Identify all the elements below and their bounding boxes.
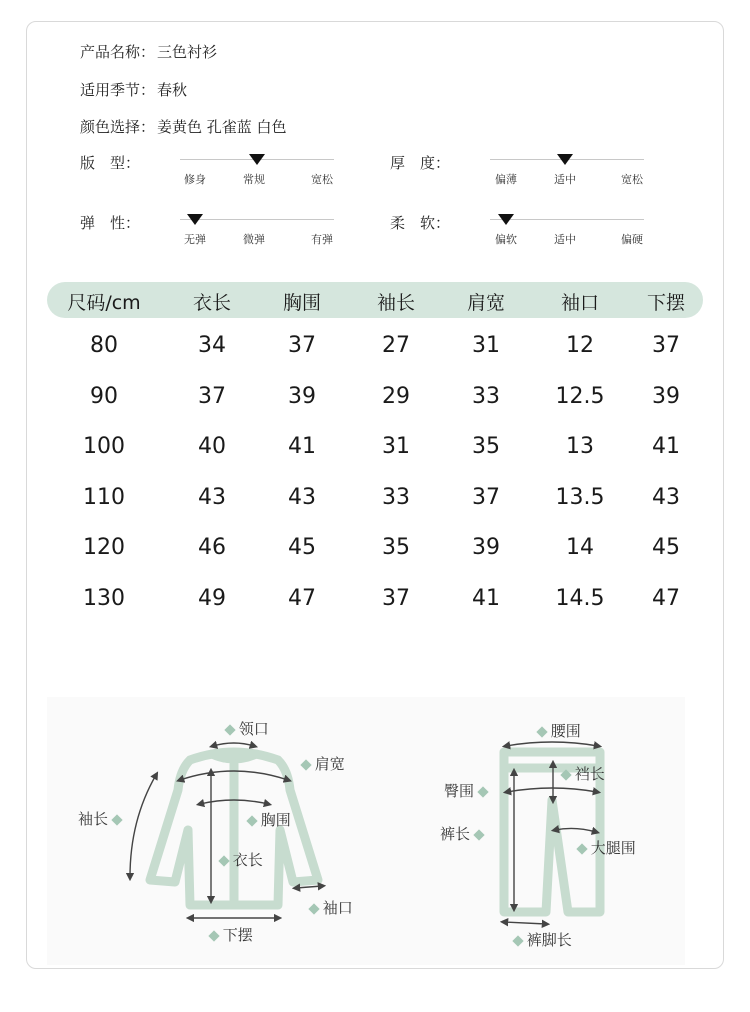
diamond-icon [512, 935, 523, 946]
table-cell: 12.5 [555, 383, 605, 409]
table-cell: 37 [382, 586, 410, 611]
table-cell: 47 [652, 586, 680, 611]
table-cell: 37 [472, 484, 500, 510]
table-cell: 40 [198, 434, 226, 460]
table-cell: 110 [83, 484, 125, 510]
diamond-icon [208, 930, 219, 941]
hem-label: 下摆 [210, 924, 253, 945]
table-cell: 43 [652, 484, 680, 510]
hip-label: 臀围 [444, 780, 487, 801]
table-cell: 49 [198, 586, 226, 611]
table-cell: 100 [83, 434, 125, 460]
table-cell: 31 [382, 434, 410, 460]
table-cell: 37 [198, 383, 226, 409]
table-cell: 120 [83, 535, 125, 561]
season-value: 春秋 [157, 81, 188, 99]
table-cell: 41 [652, 434, 680, 460]
softness-option: 适中 [554, 233, 576, 246]
shirt-length-label: 衣长 [220, 849, 263, 870]
table-cell: 45 [288, 535, 316, 561]
thickness-label: 厚 度： [390, 154, 451, 172]
table-header-cell: 胸围 [282, 292, 322, 314]
table-cell: 80 [90, 333, 118, 358]
diamond-icon [560, 769, 571, 780]
diamond-icon [308, 903, 319, 914]
diamond-icon [111, 814, 122, 825]
table-header-cell: 下摆 [646, 292, 686, 314]
sleeve-label: 袖长 [78, 808, 121, 829]
pants-length-label: 裤长 [440, 823, 483, 844]
table-header-cell: 尺码/cm [67, 292, 141, 314]
rise-label: 裆长 [562, 763, 605, 784]
table-header-cell: 肩宽 [466, 292, 506, 314]
table-header-cell: 袖长 [376, 292, 416, 314]
table-cell: 90 [90, 383, 118, 409]
diamond-icon [246, 815, 257, 826]
softness-label: 柔 软： [390, 214, 451, 232]
season-label: 适用季节： [80, 81, 156, 99]
table-cell: 39 [288, 383, 316, 409]
cuff-label: 袖口 [310, 897, 353, 918]
fit-label: 版 型： [80, 154, 141, 172]
table-cell: 33 [382, 484, 410, 510]
table-cell: 41 [472, 586, 500, 611]
table-cell: 130 [83, 586, 125, 611]
waist-label: 腰围 [538, 720, 581, 741]
chest-label: 胸围 [248, 809, 291, 830]
fit-option: 修身 [184, 173, 206, 186]
table-cell: 35 [382, 535, 410, 561]
thickness-option: 适中 [554, 173, 576, 186]
product-name-label: 产品名称： [80, 43, 156, 61]
table-cell: 45 [652, 535, 680, 561]
table-cell: 34 [198, 333, 226, 358]
table-cell: 43 [198, 484, 226, 510]
table-cell: 35 [472, 434, 500, 460]
fit-option: 常规 [243, 173, 265, 186]
diamond-icon [300, 759, 311, 770]
table-cell: 12 [566, 333, 594, 358]
table-header-cell: 袖口 [560, 292, 600, 314]
leg-opening-label: 裤脚长 [514, 929, 572, 950]
diamond-icon [477, 786, 488, 797]
table-cell: 39 [472, 535, 500, 561]
thickness-option: 宽松 [621, 173, 643, 186]
collar-label: 领口 [226, 718, 269, 739]
table-cell: 27 [382, 333, 410, 358]
table-cell: 13.5 [555, 484, 605, 510]
table-cell: 43 [288, 484, 316, 510]
table-cell: 31 [472, 333, 500, 358]
diamond-icon [576, 843, 587, 854]
elasticity-option: 微弹 [243, 233, 265, 246]
table-header-cell: 衣长 [192, 292, 232, 314]
diamond-icon [536, 726, 547, 737]
elasticity-option: 有弹 [311, 233, 333, 246]
table-cell: 14.5 [555, 586, 605, 611]
table-cell: 39 [652, 383, 680, 409]
table-cell: 37 [652, 333, 680, 358]
table-cell: 29 [382, 383, 410, 409]
color-label: 颜色选择： [80, 118, 156, 136]
softness-option: 偏硬 [621, 233, 643, 246]
fit-option: 宽松 [311, 173, 333, 186]
table-cell: 46 [198, 535, 226, 561]
table-cell: 13 [566, 434, 594, 460]
diamond-icon [218, 855, 229, 866]
diamond-icon [224, 724, 235, 735]
color-value: 姜黄色 孔雀蓝 白色 [157, 118, 287, 136]
thickness-option: 偏薄 [495, 173, 517, 186]
table-cell: 41 [288, 434, 316, 460]
table-cell: 47 [288, 586, 316, 611]
diamond-icon [473, 829, 484, 840]
elasticity-label: 弹 性： [80, 214, 141, 232]
table-cell: 14 [566, 535, 594, 561]
product-name-value: 三色衬衫 [157, 43, 218, 61]
shirt-outline [150, 752, 318, 905]
table-cell: 33 [472, 383, 500, 409]
thigh-label: 大腿围 [578, 837, 636, 858]
elasticity-option: 无弹 [184, 233, 206, 246]
softness-option: 偏软 [495, 233, 517, 246]
table-cell: 37 [288, 333, 316, 358]
shoulder-label: 肩宽 [302, 753, 345, 774]
